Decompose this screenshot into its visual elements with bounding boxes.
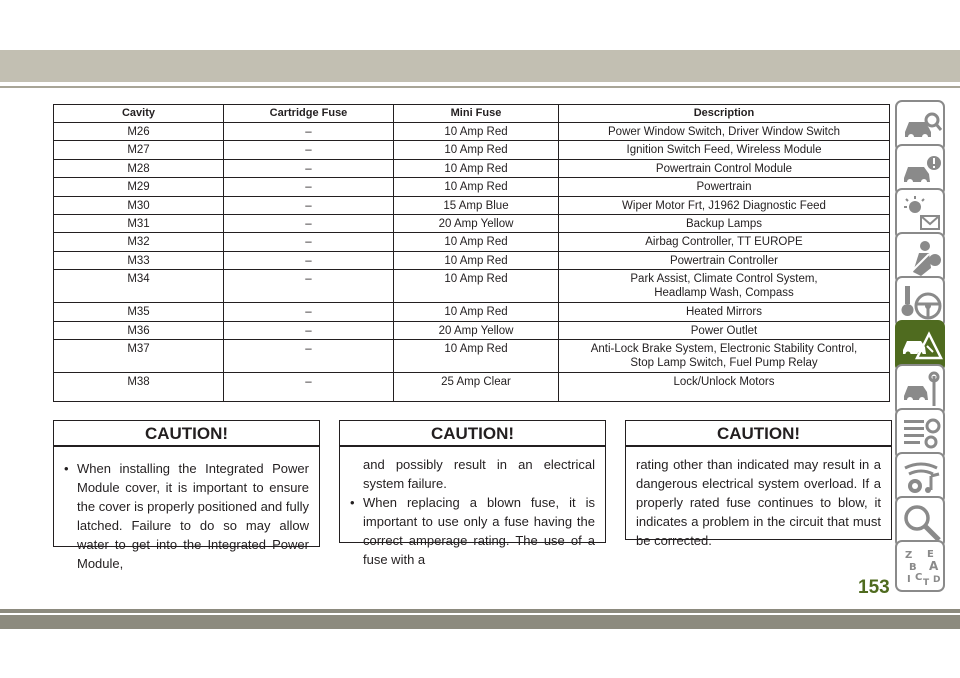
cell-cartridge: – xyxy=(224,214,394,232)
svg-text:D: D xyxy=(933,575,941,585)
cell-cartridge: – xyxy=(224,321,394,339)
cell-description: Powertrain Controller xyxy=(559,251,890,269)
cell-cartridge: – xyxy=(224,159,394,177)
cell-cavity: M36 xyxy=(54,321,224,339)
cell-mini: 10 Amp Red xyxy=(394,303,559,321)
bottom-rule xyxy=(0,609,960,613)
cell-cavity: M29 xyxy=(54,178,224,196)
caution-continuation: rating other than indicated may result in a dangerous electrical system overload. If a properly rated fuse continues to blow, it indicates a problem in the circuit that must be corrected. xyxy=(636,457,881,548)
table-header-row xyxy=(54,105,890,123)
header-cavity: Cavity xyxy=(54,105,224,123)
cell-description: Power Window Switch, Driver Window Switch xyxy=(559,123,890,141)
cell-mini: 10 Amp Red xyxy=(394,141,559,159)
caution-bullet: • When replacing a blown fuse, it is important to use only a fuse having the correct amperage rating. The use of a fuse with a xyxy=(350,493,595,569)
svg-text:I: I xyxy=(907,574,911,585)
cell-cartridge: – xyxy=(224,178,394,196)
search-icon xyxy=(901,502,943,544)
caution-title: CAUTION! xyxy=(54,421,319,447)
index-icon xyxy=(901,546,943,588)
steering-wheel-icon xyxy=(901,282,943,324)
caution-body xyxy=(54,447,319,583)
cell-mini: 15 Amp Blue xyxy=(394,196,559,214)
cell-cavity: M33 xyxy=(54,251,224,269)
description-line: Anti-Lock Brake System, Electronic Stability Control, xyxy=(590,342,858,355)
table-row xyxy=(54,159,890,177)
caution-body xyxy=(626,447,891,560)
table-row xyxy=(54,123,890,141)
svg-text:C: C xyxy=(915,572,923,583)
svg-text:B: B xyxy=(909,562,917,573)
cell-description: Powertrain Control Module xyxy=(559,159,890,177)
svg-text:A: A xyxy=(929,559,939,573)
cell-cartridge: – xyxy=(224,270,394,303)
cell-cartridge: – xyxy=(224,123,394,141)
cell-mini: 10 Amp Red xyxy=(394,251,559,269)
cell-cavity: M27 xyxy=(54,141,224,159)
header-cartridge-fuse: Cartridge Fuse xyxy=(224,105,394,123)
multimedia-icon xyxy=(901,458,943,500)
caution-box-3 xyxy=(625,420,892,548)
top-band xyxy=(0,50,960,82)
cell-mini: 10 Amp Red xyxy=(394,233,559,251)
cell-description: Ignition Switch Feed, Wireless Module xyxy=(559,141,890,159)
bottom-band xyxy=(0,615,960,629)
cell-cavity: M38 xyxy=(54,372,224,401)
cell-cartridge: – xyxy=(224,372,394,401)
cell-cartridge: – xyxy=(224,196,394,214)
table-row xyxy=(54,303,890,321)
page-number: 153 xyxy=(858,577,890,598)
table-row xyxy=(54,178,890,196)
cell-cartridge: – xyxy=(224,251,394,269)
table-row xyxy=(54,270,890,303)
specifications-icon xyxy=(901,414,943,456)
cell-mini: 10 Amp Red xyxy=(394,339,559,372)
cell-description: Heated Mirrors xyxy=(559,303,890,321)
cell-description xyxy=(559,339,890,372)
car-warning-icon xyxy=(901,150,943,192)
cell-cartridge: – xyxy=(224,233,394,251)
caution-box-2 xyxy=(339,420,606,567)
table-row xyxy=(54,321,890,339)
tab-index[interactable] xyxy=(895,540,945,592)
cell-description: Powertrain xyxy=(559,178,890,196)
cell-description: Lock/Unlock Motors xyxy=(559,372,890,401)
cell-description xyxy=(559,270,890,303)
caution-title: CAUTION! xyxy=(340,421,605,447)
cell-cavity: M30 xyxy=(54,196,224,214)
cell-cartridge: – xyxy=(224,339,394,372)
cell-mini: 20 Amp Yellow xyxy=(394,214,559,232)
car-wrench-icon xyxy=(901,370,943,412)
svg-text:Z: Z xyxy=(905,550,913,561)
dashboard-lights-icon xyxy=(901,194,943,236)
cell-cavity: M31 xyxy=(54,214,224,232)
cell-cartridge: – xyxy=(224,303,394,321)
emergency-car-icon xyxy=(901,326,943,368)
fuse-table xyxy=(53,104,890,402)
caution-body xyxy=(340,447,605,579)
caution-title: CAUTION! xyxy=(626,421,891,447)
svg-text:T: T xyxy=(923,578,930,588)
table-row xyxy=(54,141,890,159)
description-line: Park Assist, Climate Control System, xyxy=(630,273,818,286)
table-row xyxy=(54,372,890,401)
cell-mini: 10 Amp Red xyxy=(394,123,559,141)
cell-cavity: M35 xyxy=(54,303,224,321)
car-search-icon xyxy=(901,106,943,148)
table-row xyxy=(54,214,890,232)
cell-cavity: M32 xyxy=(54,233,224,251)
table-row xyxy=(54,233,890,251)
table-row xyxy=(54,339,890,372)
description-line: Stop Lamp Switch, Fuel Pump Relay xyxy=(630,356,818,369)
table-row xyxy=(54,251,890,269)
cell-mini: 10 Amp Red xyxy=(394,178,559,196)
cell-description: Airbag Controller, TT EUROPE xyxy=(559,233,890,251)
cell-mini: 10 Amp Red xyxy=(394,270,559,303)
caution-box-1 xyxy=(53,420,320,571)
cell-cartridge: – xyxy=(224,141,394,159)
header-description: Description xyxy=(559,105,890,123)
description-line: Headlamp Wash, Compass xyxy=(654,287,794,300)
svg-text:E: E xyxy=(927,549,934,560)
header-mini-fuse: Mini Fuse xyxy=(394,105,559,123)
caution-continuation: and possibly result in an electrical system failure. xyxy=(363,457,595,491)
cell-description: Power Outlet xyxy=(559,321,890,339)
caution-bullet: • When installing the Integrated Power Module cover, it is important to ensure the cover is properly positioned and fully latched. Failure to do so may allow water to get into the Integrated Power Module, xyxy=(64,459,309,573)
cell-cavity: M34 xyxy=(54,270,224,303)
passenger-airbag-icon xyxy=(901,238,943,280)
cell-mini: 20 Amp Yellow xyxy=(394,321,559,339)
cell-mini: 10 Amp Red xyxy=(394,159,559,177)
cell-description: Wiper Motor Frt, J1962 Diagnostic Feed xyxy=(559,196,890,214)
cell-cavity: M37 xyxy=(54,339,224,372)
top-rule xyxy=(0,86,960,88)
cell-mini: 25 Amp Clear xyxy=(394,372,559,401)
cell-cavity: M28 xyxy=(54,159,224,177)
cell-description: Backup Lamps xyxy=(559,214,890,232)
table-row xyxy=(54,196,890,214)
cell-cavity: M26 xyxy=(54,123,224,141)
